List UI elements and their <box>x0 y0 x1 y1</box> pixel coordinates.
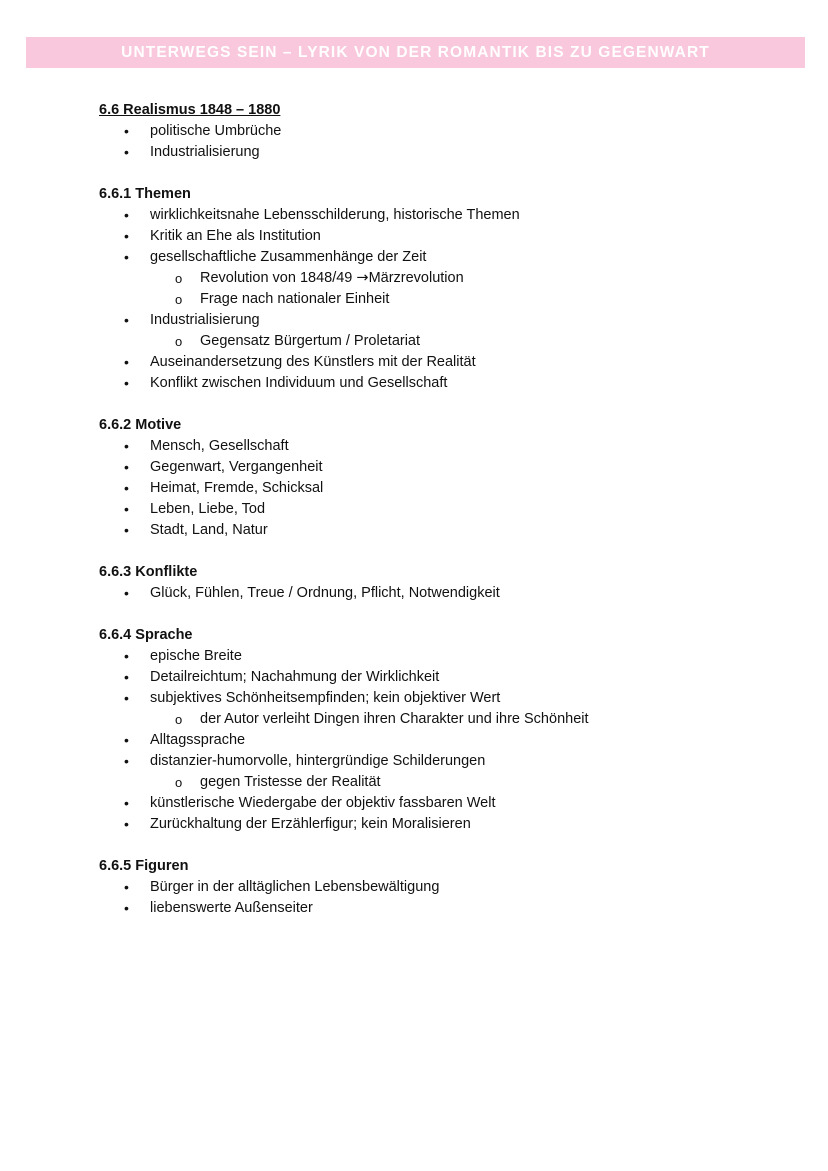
list-item-text: distanzier-humorvolle, hintergründige Schilderungen <box>150 753 486 769</box>
sub-list-item-text: Revolution von 1848/49 <box>200 270 357 286</box>
bullet-icon: • <box>124 501 129 517</box>
bullet-icon: • <box>124 585 129 601</box>
list-item <box>99 793 799 814</box>
section-heading: 6.6.1 Themen <box>99 186 191 202</box>
list-item <box>99 205 799 226</box>
bullet-icon: • <box>124 480 129 496</box>
bullet-icon: • <box>124 900 129 916</box>
bullet-icon: • <box>124 228 129 244</box>
sub-list-item <box>150 709 799 730</box>
list-item <box>99 688 799 730</box>
sub-list-item <box>150 289 799 310</box>
list-item <box>99 478 799 499</box>
bullet-icon: • <box>124 522 129 538</box>
bullet-icon: • <box>124 732 129 748</box>
list-item <box>99 226 799 247</box>
bullet-icon: • <box>124 879 129 895</box>
circle-bullet-icon: o <box>175 334 183 349</box>
list-item-text: Stadt, Land, Natur <box>150 522 268 538</box>
list-item-text: Industrialisierung <box>150 144 260 160</box>
list-item <box>99 247 799 310</box>
sub-list-item <box>150 331 799 352</box>
sub-list <box>150 709 799 730</box>
sub-list-item-text: Märzrevolution <box>368 270 464 286</box>
section-themen <box>99 184 799 394</box>
list-item-text: künstlerische Wiedergabe der objektiv fassbaren Welt <box>150 795 496 811</box>
bullet-list <box>99 121 799 163</box>
list-item <box>99 352 799 373</box>
bullet-icon: • <box>124 144 129 160</box>
sub-list-item-text: gegen Tristesse der Realität <box>200 774 381 790</box>
list-item-text: Kritik an Ehe als Institution <box>150 228 321 244</box>
list-item-text: Alltagssprache <box>150 732 246 748</box>
list-item-text: gesellschaftliche Zusammenhänge der Zeit <box>150 249 427 265</box>
arrow-right-icon: → <box>356 270 369 286</box>
sub-list-item-text: der Autor verleiht Dingen ihren Charakter und ihre Schönheit <box>200 711 589 727</box>
section-realismus <box>99 100 799 163</box>
list-item <box>99 310 799 352</box>
sub-list <box>150 268 799 310</box>
bullet-icon: • <box>124 753 129 769</box>
list-item-text: Bürger in der alltäglichen Lebensbewältigung <box>150 879 440 895</box>
section-heading: 6.6 Realismus 1848 – 1880 <box>99 102 281 118</box>
bullet-icon: • <box>124 375 129 391</box>
section-heading: 6.6.4 Sprache <box>99 627 193 643</box>
sub-list-item <box>150 268 799 289</box>
list-item-text: Zurückhaltung der Erzählerfigur; kein Moralisieren <box>150 816 471 832</box>
circle-bullet-icon: o <box>175 712 183 727</box>
bullet-icon: • <box>124 669 129 685</box>
circle-bullet-icon: o <box>175 271 183 286</box>
list-item-text: Auseinandersetzung des Künstlers mit der Realität <box>150 354 476 370</box>
list-item <box>99 373 799 394</box>
bullet-icon: • <box>124 207 129 223</box>
bullet-icon: • <box>124 795 129 811</box>
list-item-text: Mensch, Gesellschaft <box>150 438 289 454</box>
bullet-list <box>99 877 799 919</box>
list-item-text: wirklichkeitsnahe Lebensschilderung, historische Themen <box>150 207 520 223</box>
list-item-text: epische Breite <box>150 648 242 664</box>
section-konflikte <box>99 562 799 604</box>
list-item-text: Konflikt zwischen Individuum und Gesellschaft <box>150 375 448 391</box>
sub-list <box>150 772 799 793</box>
list-item-text: liebenswerte Außenseiter <box>150 900 313 916</box>
list-item-text: Industrialisierung <box>150 312 260 328</box>
bullet-icon: • <box>124 312 129 328</box>
list-item-text: Glück, Fühlen, Treue / Ordnung, Pflicht, Notwendigkeit <box>150 585 500 601</box>
bullet-list <box>99 205 799 394</box>
list-item <box>99 646 799 667</box>
section-figuren <box>99 856 799 919</box>
sub-list-item-text: Gegensatz Bürgertum / Proletariat <box>200 333 421 349</box>
section-heading: 6.6.3 Konflikte <box>99 564 198 580</box>
list-item-text: Gegenwart, Vergangenheit <box>150 459 323 475</box>
list-item-text: Heimat, Fremde, Schicksal <box>150 480 324 496</box>
list-item-text: Detailreichtum; Nachahmung der Wirklichkeit <box>150 669 440 685</box>
bullet-icon: • <box>124 249 129 265</box>
bullet-icon: • <box>124 648 129 664</box>
circle-bullet-icon: o <box>175 292 183 307</box>
sub-list <box>150 331 799 352</box>
section-heading: 6.6.2 Motive <box>99 417 182 433</box>
circle-bullet-icon: o <box>175 775 183 790</box>
document-body <box>99 100 799 919</box>
bullet-icon: • <box>124 459 129 475</box>
bullet-list <box>99 646 799 835</box>
list-item <box>99 583 799 604</box>
list-item <box>99 457 799 478</box>
bullet-list <box>99 436 799 541</box>
list-item <box>99 520 799 541</box>
list-item <box>99 436 799 457</box>
list-item <box>99 142 799 163</box>
list-item-text: politische Umbrüche <box>150 123 282 139</box>
section-heading: 6.6.5 Figuren <box>99 858 189 874</box>
list-item <box>99 499 799 520</box>
bullet-list <box>99 583 799 604</box>
list-item <box>99 667 799 688</box>
section-motive <box>99 415 799 541</box>
list-item <box>99 814 799 835</box>
list-item <box>99 898 799 919</box>
list-item <box>99 730 799 751</box>
list-item <box>99 877 799 898</box>
list-item <box>99 121 799 142</box>
bullet-icon: • <box>124 690 129 706</box>
sub-list-item-text: Frage nach nationaler Einheit <box>200 291 390 307</box>
bullet-icon: • <box>124 438 129 454</box>
list-item-text: Leben, Liebe, Tod <box>150 501 266 517</box>
sub-list-item <box>150 772 799 793</box>
bullet-icon: • <box>124 354 129 370</box>
document-banner: UNTERWEGS SEIN – LYRIK VON DER ROMANTIK BIS ZU GEGENWART <box>26 37 805 68</box>
list-item <box>99 751 799 793</box>
bullet-icon: • <box>124 123 129 139</box>
list-item-text: subjektives Schönheitsempfinden; kein objektiver Wert <box>150 690 501 706</box>
section-sprache <box>99 625 799 835</box>
bullet-icon: • <box>124 816 129 832</box>
